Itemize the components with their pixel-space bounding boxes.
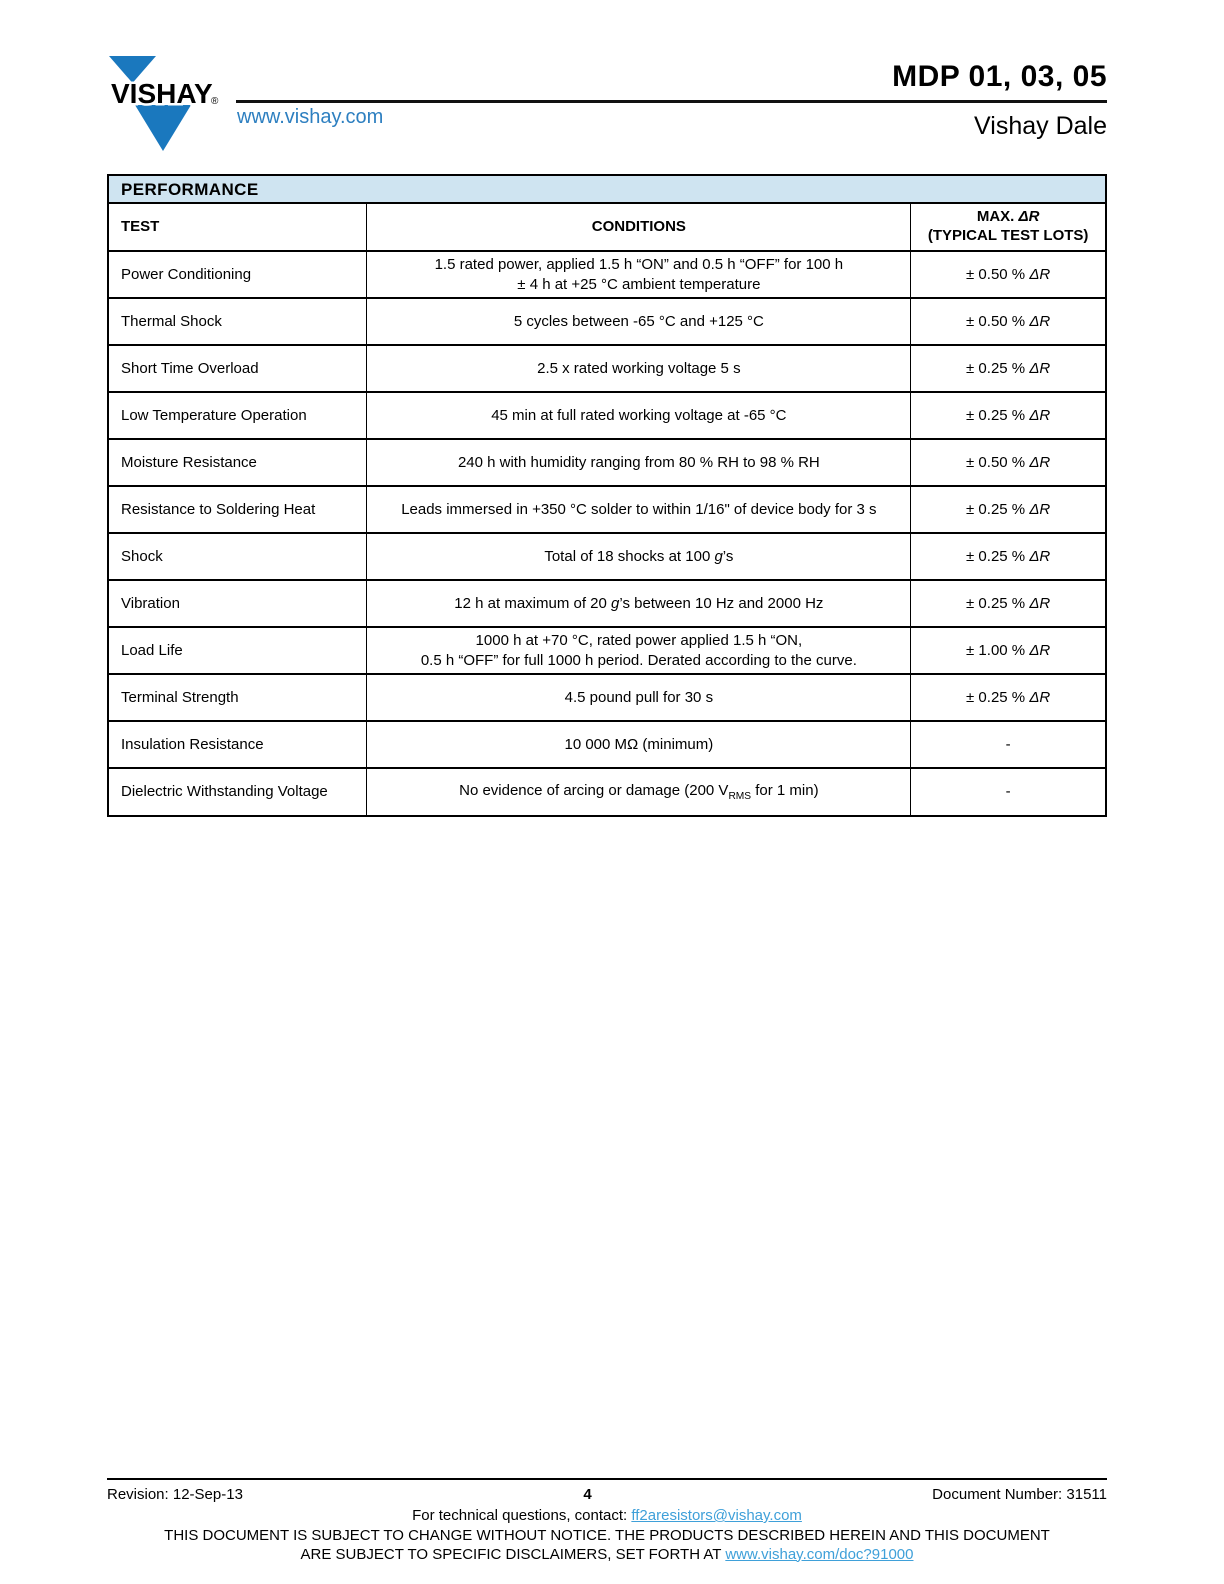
table-row [109, 721, 1105, 768]
max-delta-r-cell: ± 0.50 % ΔR [911, 251, 1105, 298]
test-name-cell: Thermal Shock [109, 298, 367, 345]
brand-name: Vishay Dale [974, 112, 1107, 140]
vishay-website-link[interactable]: www.vishay.com [237, 106, 384, 128]
test-name-cell: Vibration [109, 580, 367, 627]
table-row [109, 533, 1105, 580]
conditions-cell: 12 h at maximum of 20 g’s between 10 Hz and 2000 Hz [367, 580, 911, 627]
contact-text: For technical questions, contact: [412, 1507, 632, 1524]
max-delta-r-cell: ± 0.25 % ΔR [911, 533, 1105, 580]
max-delta-r-cell: ± 0.50 % ΔR [911, 298, 1105, 345]
test-name-cell: Low Temperature Operation [109, 392, 367, 439]
test-name-cell: Shock [109, 533, 367, 580]
disclaimer-link[interactable]: www.vishay.com/doc?91000 [725, 1545, 914, 1563]
contact-email-link[interactable]: ff2aresistors@vishay.com [631, 1507, 802, 1524]
header-rule [236, 100, 1107, 103]
max-delta-r-cell: - [911, 721, 1105, 768]
logo-wordmark: VISHAY [111, 78, 213, 109]
table-row [109, 486, 1105, 533]
test-name-cell: Power Conditioning [109, 251, 367, 298]
table-row [109, 345, 1105, 392]
test-name-cell: Terminal Strength [109, 674, 367, 721]
contact-line [107, 1507, 1107, 1524]
document-number: Document Number: 31511 [932, 1486, 1107, 1503]
test-name-cell: Dielectric Withstanding Voltage [109, 768, 367, 815]
max-delta-r-cell: ± 0.25 % ΔR [911, 674, 1105, 721]
max-delta-r-cell: ± 0.25 % ΔR [911, 392, 1105, 439]
logo-registered-mark: ® [211, 96, 219, 107]
conditions-cell: 10 000 MΩ (minimum) [367, 721, 911, 768]
performance-section [107, 174, 1107, 817]
conditions-cell: Leads immersed in +350 °C solder to within 1/16" of device body for 3 s [367, 486, 911, 533]
table-header-row [109, 204, 1105, 251]
max-delta-r-cell: ± 0.50 % ΔR [911, 439, 1105, 486]
max-delta-r-cell: ± 0.25 % ΔR [911, 486, 1105, 533]
vishay-logo [98, 53, 228, 158]
column-header-test: TEST [121, 217, 160, 235]
table-row [109, 392, 1105, 439]
conditions-cell: 1000 h at +70 °C, rated power applied 1.5 h “ON, 0.5 h “OFF” for full 1000 h period. Derated according to the curve. [367, 627, 911, 674]
footer-meta-row [107, 1486, 1107, 1503]
revision-date: Revision: 12-Sep-13 [107, 1486, 243, 1503]
table-row [109, 627, 1105, 674]
test-name-cell: Insulation Resistance [109, 721, 367, 768]
section-title: PERFORMANCE [109, 176, 1105, 204]
test-name-cell: Moisture Resistance [109, 439, 367, 486]
conditions-cell: 240 h with humidity ranging from 80 % RH to 98 % RH [367, 439, 911, 486]
max-delta-r-cell: ± 0.25 % ΔR [911, 345, 1105, 392]
page-footer [107, 1478, 1107, 1565]
disclaimer-line2: ARE SUBJECT TO SPECIFIC DISCLAIMERS, SET FORTH AT [300, 1545, 726, 1563]
conditions-cell: No evidence of arcing or damage (200 $V_{RMS}$ for 1 min) [367, 768, 911, 815]
vishay-logo-icon [98, 53, 228, 158]
logo-bottom-triangle-icon [135, 105, 191, 151]
test-name-cell: Resistance to Soldering Heat [109, 486, 367, 533]
max-delta-r-cell: ± 1.00 % ΔR [911, 627, 1105, 674]
disclaimer [107, 1527, 1107, 1565]
conditions-cell: Total of 18 shocks at 100 g’s [367, 533, 911, 580]
conditions-cell: 2.5 x rated working voltage 5 s [367, 345, 911, 392]
table-row [109, 674, 1105, 721]
table-row [109, 439, 1105, 486]
conditions-cell: 5 cycles between -65 °C and +125 °C [367, 298, 911, 345]
max-delta-r-cell: - [911, 768, 1105, 815]
disclaimer-line1: THIS DOCUMENT IS SUBJECT TO CHANGE WITHOUT NOTICE. THE PRODUCTS DESCRIBED HEREIN AND THIS DOCUMENT [164, 1527, 1050, 1544]
column-header-conditions: CONDITIONS [367, 204, 911, 251]
table-row [109, 580, 1105, 627]
max-delta-r-cell: ± 0.25 % ΔR [911, 580, 1105, 627]
product-title: MDP 01, 03, 05 [892, 60, 1107, 93]
test-name-cell: Short Time Overload [109, 345, 367, 392]
column-header-max-delta-r: MAX. ΔR (TYPICAL TEST LOTS) [911, 204, 1105, 251]
test-name-cell: Load Life [109, 627, 367, 674]
performance-table [109, 204, 1105, 815]
table-row [109, 251, 1105, 298]
table-row [109, 298, 1105, 345]
conditions-cell: 1.5 rated power, applied 1.5 h “ON” and 0.5 h “OFF” for 100 h ± 4 h at +25 °C ambient temperature [367, 251, 911, 298]
page-number: 4 [583, 1486, 592, 1503]
conditions-cell: 4.5 pound pull for 30 s [367, 674, 911, 721]
conditions-cell: 45 min at full rated working voltage at -65 °C [367, 392, 911, 439]
table-row [109, 768, 1105, 815]
